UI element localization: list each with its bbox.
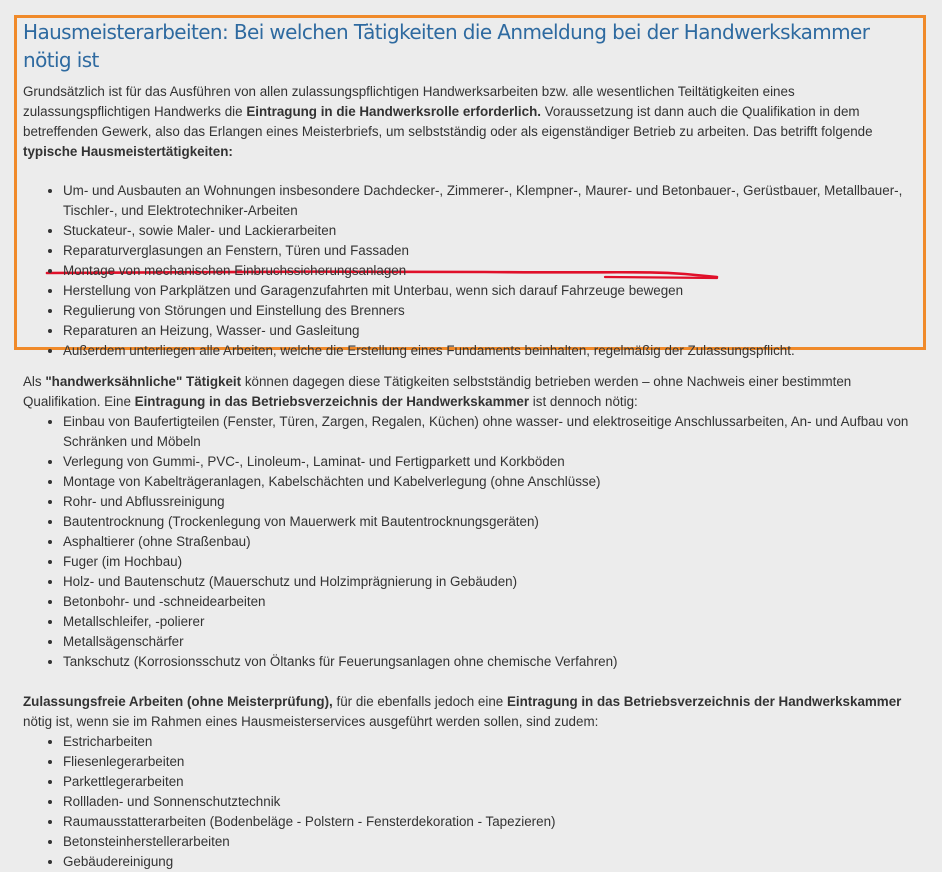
list-item: • Betonbohr- und -schneidearbeiten — [63, 592, 923, 612]
list-item: • Verlegung von Gummi-, PVC-, Linoleum-, Laminat- und Fertigparkett und Korkböden — [63, 452, 923, 472]
list-item: • Raumausstatterarbeiten (Bodenbeläge - Polstern - Fensterdekoration - Tapezieren) — [63, 812, 923, 832]
section3-intro: Zulassungsfreie Arbeiten (ohne Meisterprüfung), für die ebenfalls jedoch eine Eintragung in das Betriebsverzeichnis der Handwerkskammer nötig ist, wenn sie im Rahmen eines Hausmeisterservices ausgeführt werden sollen, sind zudem: — [23, 694, 902, 729]
article-content — [23, 18, 923, 872]
list-item: • Montage von Kabelträgeranlagen, Kabelschächten und Kabelverlegung (ohne Anschlüsse) — [63, 472, 923, 492]
list-item: • Rollladen- und Sonnenschutztechnik — [63, 792, 923, 812]
list-item: • Fuger (im Hochbau) — [63, 552, 923, 572]
section2-list — [23, 412, 923, 672]
list-item: • Estricharbeiten — [63, 732, 923, 752]
list-item: • Regulierung von Störungen und Einstellung des Brenners — [63, 301, 923, 321]
list-item: • Betonsteinherstellerarbeiten — [63, 832, 923, 852]
section1-intro: Grundsätzlich ist für das Ausführen von allen zulassungspflichtigen Handwerksarbeiten bzw. alle wesentlichen Teiltätigkeiten eines zulassungspflichtigen Handwerks die Eintragung in die Handwerksrolle erforderlich. Voraussetzung ist dann auch die Qualifikation in dem betreffenden Gewerk, also das Erlangen eines Meisterbriefs, um selbstständig oder als eigenständiger Betrieb zu arbeiten. Das betrifft folgende typische Hausmeistertätigkeiten: — [23, 84, 873, 159]
list-item: • Reparaturverglasungen an Fenstern, Türen und Fassaden — [63, 241, 923, 261]
list-item: • Um- und Ausbauten an Wohnungen insbesondere Dachdecker-, Zimmerer-, Klempner-, Maurer- und Betonbauer-, Gerüstbauer, Metallbauer-, Tischler-, und Elektrotechniker-Arbeiten — [63, 181, 923, 221]
list-item: • Holz- und Bautenschutz (Mauerschutz und Holzimprägnierung in Gebäuden) — [63, 572, 923, 592]
section3-list — [23, 732, 923, 872]
section-heading: Hausmeisterarbeiten: Bei welchen Tätigkeiten die Anmeldung bei der Handwerkskammer nötig ist — [23, 20, 870, 72]
list-item: • Montage von mechanischen Einbruchssicherungsanlagen — [63, 261, 923, 281]
section2-intro: Als "handwerksähnliche" Tätigkeit können dagegen diese Tätigkeiten selbstständig betrieben werden – ohne Nachweis einer bestimmten Qualifikation. Eine Eintragung in das Betriebsverzeichnis der Handwerkskammer ist dennoch nötig: — [23, 374, 852, 409]
list-item: • Gebäudereinigung — [63, 852, 923, 872]
list-item: • Reparaturen an Heizung, Wasser- und Gasleitung — [63, 321, 923, 341]
list-item: • Bautentrocknung (Trockenlegung von Mauerwerk mit Bautentrocknungsgeräten) — [63, 512, 923, 532]
list-item: • Tankschutz (Korrosionsschutz von Öltanks für Feuerungsanlagen ohne chemische Verfahren) — [63, 652, 923, 672]
list-item: • Metallsägenschärfer — [63, 632, 923, 652]
list-item: • Einbau von Baufertigteilen (Fenster, Türen, Zargen, Regalen, Küchen) ohne wasser- und elektroseitige Anschlussarbeiten, An- und Aufbau von Schränken und Möbeln — [63, 412, 923, 452]
list-item: • Stuckateur-, sowie Maler- und Lackierarbeiten — [63, 221, 923, 241]
list-item: • Außerdem unterliegen alle Arbeiten, welche die Erstellung eines Fundaments beinhalten, regelmäßig der Zulassungspflicht. — [63, 341, 923, 361]
section1-list — [23, 181, 923, 361]
list-item: • Fliesenlegerarbeiten — [63, 752, 923, 772]
list-item: • Asphaltierer (ohne Straßenbau) — [63, 532, 923, 552]
list-item: • Rohr- und Abflussreinigung — [63, 492, 923, 512]
list-item: • Herstellung von Parkplätzen und Garagenzufahrten mit Unterbau, wenn sich darauf Fahrzeuge bewegen — [63, 281, 923, 301]
list-item: • Metallschleifer, -polierer — [63, 612, 923, 632]
list-item: • Parkettlegerarbeiten — [63, 772, 923, 792]
